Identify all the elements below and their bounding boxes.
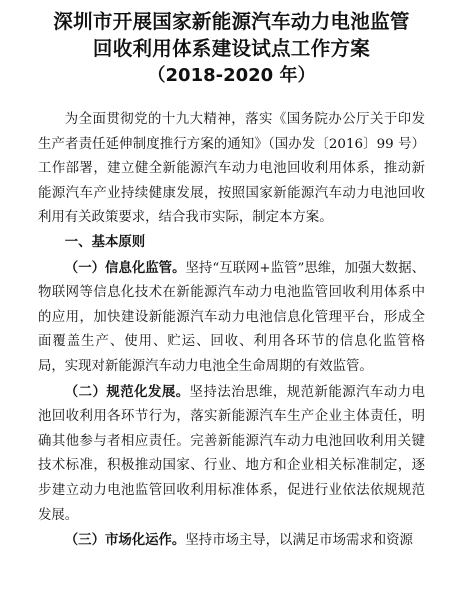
intro-paragraph: 为全面贯彻党的十九大精神，落实《国务院办公厅关于印发生产者责任延伸制度推行方案的通知》（国办发〔2016〕99 号）工作部署，建立健全新能源汽车动力电池回收利用体系，推动新能源汽车产业持续健康发展，按照国家新能源汽车动力电池回收利用有关政策要求，结合我市实际，制定本方案。	[38, 112, 425, 226]
principle-item-3	[38, 528, 425, 554]
principle-1-text: 坚持“互联网+监管”思维，加强大数据、物联网等信息化技术在新能源汽车动力电池监管回收利用体系中的应用，加快建设新能源汽车动力电池信息化管理平台，形成全面覆盖生产、使用、贮运、回收、利用各环节的信息化监管格局，实现对新能源汽车动力电池全生命周期的有效监管。	[38, 260, 426, 374]
principle-item-2	[38, 380, 425, 529]
principle-2-label: 规范化发展。	[106, 384, 190, 400]
principle-item-1	[38, 256, 425, 380]
principle-2-number: （二）	[64, 383, 107, 400]
principle-1-number: （一）	[64, 259, 106, 276]
section-heading-basic-principles: 一、基本原则	[64, 234, 146, 250]
title-line-1: 深圳市开展国家新能源汽车动力电池监管	[53, 10, 410, 33]
principle-3-label: 市场化运作。	[104, 533, 186, 549]
title-line-2: 回收利用体系建设试点工作方案	[92, 37, 371, 60]
principle-1-label: 信息化监管。	[105, 260, 186, 276]
principle-3-text: 坚持市场主导，以满足市场需求和资源	[185, 533, 413, 549]
title-year-range: （2018-2020 年）	[147, 65, 316, 86]
document-title	[38, 8, 425, 90]
principle-3-number: （三）	[64, 532, 105, 549]
principle-2-text: 坚持法治思维，规范新能源汽车动力电池回收利用各环节行为，落实新能源汽车生产企业主体责任，明确其他参与者相应责任。完善新能源汽车动力电池回收利用关键技术标准，积极推动国家、行业、地方和企业相关标准制定，逐步建立动力电池监管回收利用标准体系，促进行业依法依规规范发展。	[38, 384, 426, 523]
